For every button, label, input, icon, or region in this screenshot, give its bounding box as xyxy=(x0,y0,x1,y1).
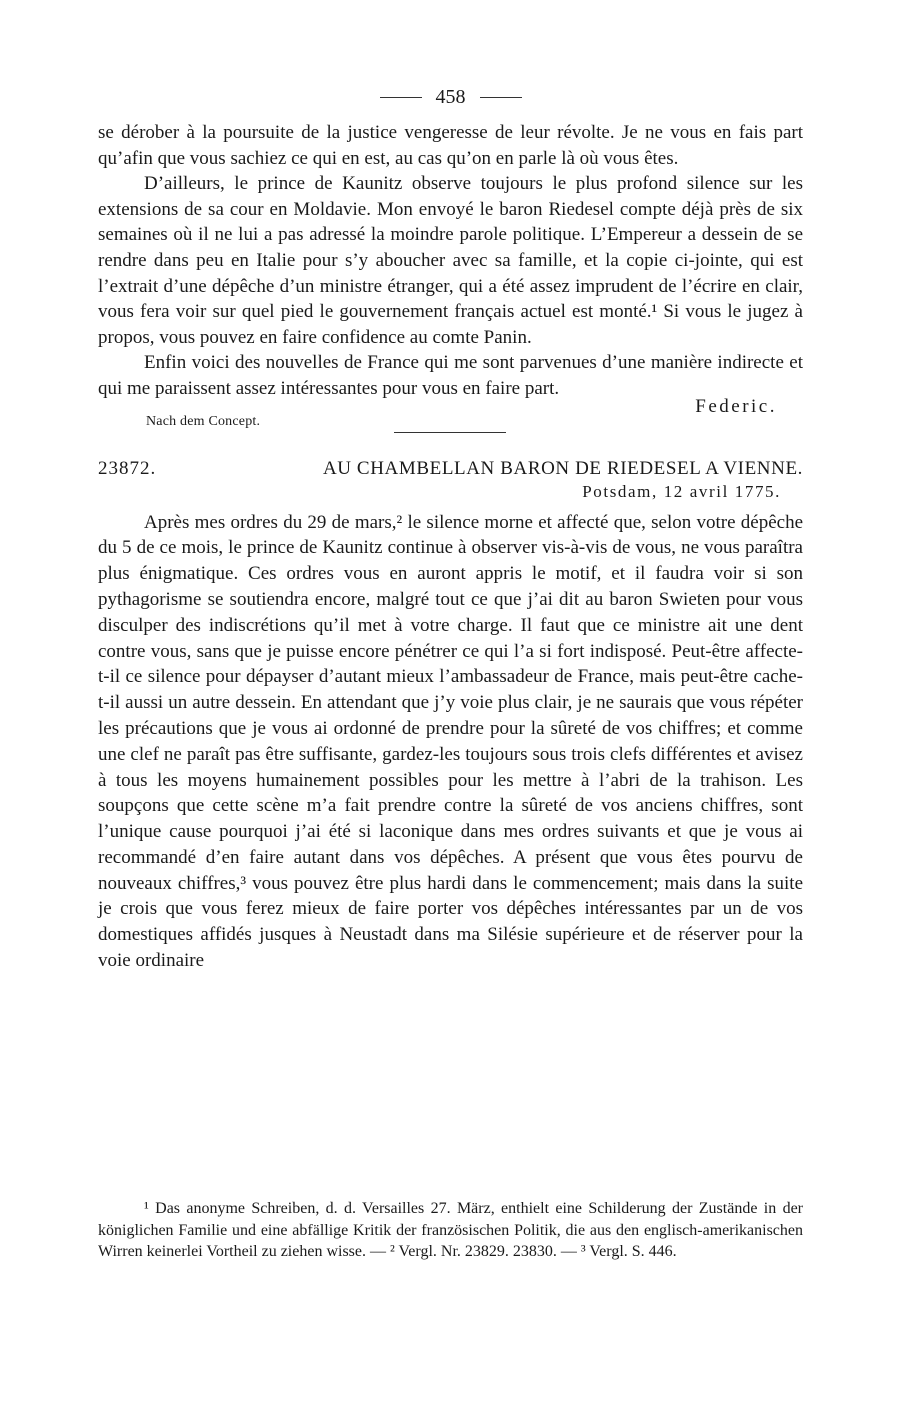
source-note: Nach dem Concept. xyxy=(146,413,261,429)
signature: Federic. xyxy=(695,395,777,417)
signature-row xyxy=(98,395,803,429)
footnote-text: ¹ Das anonyme Schreiben, d. d. Versailles 27. März, enthielt eine Schilderung der Zustände in der königlichen Familie und eine abfällige Kritik der französischen Politik, die aus den englisch-amerikanischen Wirren keinerlei Vortheil zu ziehen wisse. — ² Vergl. Nr. 23829. 23830. — ³ Vergl. S. 446. xyxy=(98,1200,803,1260)
page-number: 458 xyxy=(435,85,466,108)
paragraph: Enfin voici des nouvelles de France qui me sont parvenues d’une manière indirecte et qui me paraissent assez intéressantes pour vous en faire part. xyxy=(98,352,803,399)
page-content xyxy=(98,82,803,974)
letter-number: 23872. xyxy=(98,457,157,479)
letter-recipient: AU CHAMBELLAN BARON DE RIEDESEL A VIENNE. xyxy=(322,457,803,479)
letter-place-date: Potsdam, 12 avril 1775. xyxy=(582,481,781,501)
page-header xyxy=(98,82,803,112)
continuation-text xyxy=(98,120,803,402)
letter-body xyxy=(98,510,803,974)
header-rule-right xyxy=(480,97,522,98)
paragraph: Après mes ordres du 29 de mars,² le silence morne et affecté que, selon votre dépêche du 5 de ce mois, le prince de Kaunitz continue à observer vis-à-vis de vous, ne vous paraîtra plus énigmatique. Ces ordres vous en auront appris le motif, et il faudra voir si son pythagorisme se soutiendra encore, malgré tout ce que j’ai dit au baron Swieten pour vous disculper des indiscrétions qu’il met à votre charge. Il faut que ce ministre ait une dent contre vous, sans que je puisse encore pénétrer ce qui l’a si fort indisposé. Peut-être affecte-t-il ce silence pour dépayser d’autant mieux l’ambassadeur de France, mais peut-être cache-t-il aussi un autre dessein. En attendant que j’y voie plus clair, je ne saurais que vous répéter les précautions que je vous ai ordonné de prendre pour la sûreté de vos chiffres; et comme une clef ne paraît pas être suffisante, gardez-les toujours sous trois clefs différentes et avisez à tous les moyens humainement possibles pour les mettre à l’abri de la trahison. Les soupçons que cette scène m’a fait prendre contre la sûreté de vos anciens chiffres, sont l’unique cause pourquoi j’ai été si laconique dans mes ordres suivants et que je vous ai recommandé d’en faire autant dans vos dépêches. A présent que vous êtes pourvu de nouveaux chiffres,³ vous pouvez être plus hardi dans le commencement; mais dans la suite je crois que vous ferez mieux de faire porter vos dépêches intéressantes par un de vos domestiques affidés jusques à Neustadt dans ma Silésie supérieure et de réserver pour la voie ordinaire xyxy=(98,511,803,972)
section-separator xyxy=(394,432,506,433)
footnotes xyxy=(98,1198,803,1263)
paragraph: D’ailleurs, le prince de Kaunitz observe toujours le plus profond silence sur les extensions de sa cour en Moldavie. Mon envoyé le baron Riedesel compte déjà près de six semaines où il ne lui a pas adressé la moindre parole politique. L’Empereur a dessein de se rendre dans peu en Italie pour s’y aboucher avec sa famille, et la copie ci-jointe, qui est l’extrait d’une dépêche d’un ministre étranger, qui a été assez imprudent de l’écrire en clair, vous fera voir sur quel pied le gouvernement français actuel est monté.¹ Si vous le jugez à propos, vous pouvez en faire confidence au comte Panin. xyxy=(98,173,803,348)
paragraph: se dérober à la poursuite de la justice vengeresse de leur révolte. Je ne vous en fais part qu’afin que vous sachiez ce qui en est, au cas qu’on en parle là où vous êtes. xyxy=(98,122,803,169)
header-rule-left xyxy=(380,97,422,98)
letter-heading xyxy=(98,458,803,480)
